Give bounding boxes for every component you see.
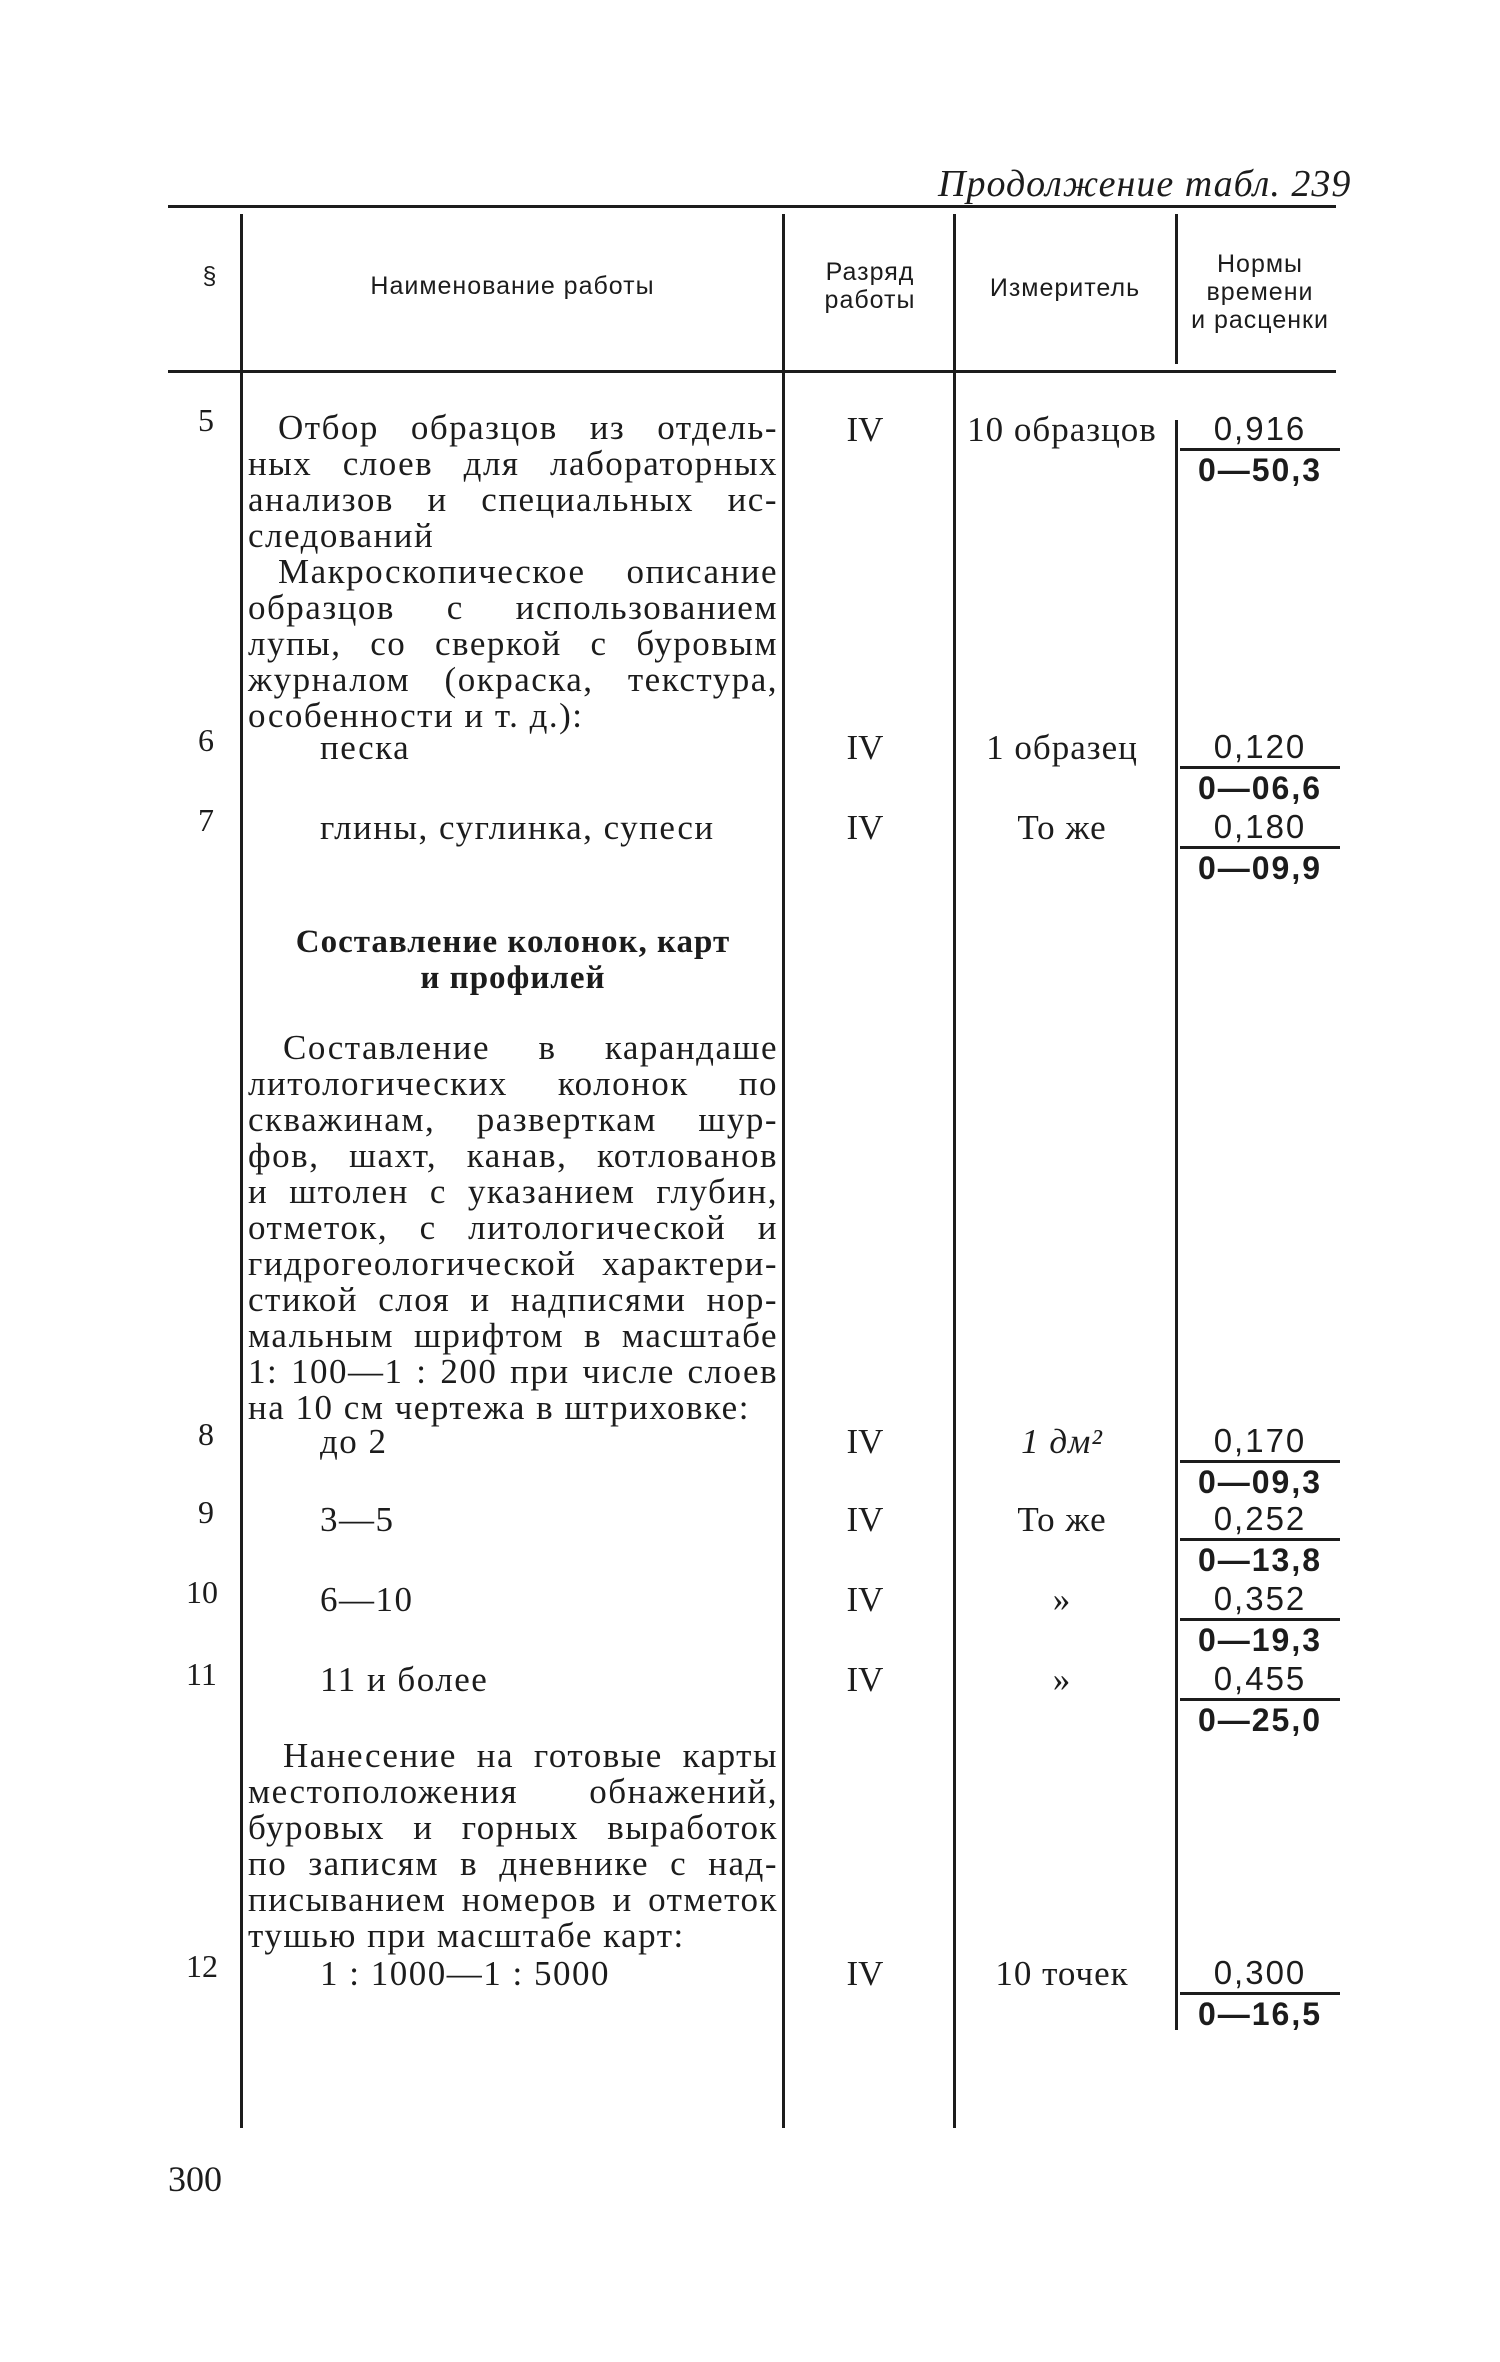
grade-value: IV — [846, 1500, 884, 1539]
text-line: следований — [248, 516, 435, 555]
norm-time: 0,916 — [1213, 410, 1307, 447]
row-number: 8 — [198, 1416, 214, 1452]
norm-cell — [1180, 728, 1340, 807]
item-label: глины, суглинка, супеси — [320, 808, 715, 847]
norm-cell — [1180, 1422, 1340, 1501]
header-norms-line3: и расценки — [1191, 306, 1329, 334]
text-line: отметок, с литологической и — [248, 1208, 778, 1247]
norm-price: 0—06,6 — [1180, 766, 1340, 807]
measure-value: То же — [1017, 1500, 1107, 1539]
row-number: 10 — [186, 1574, 218, 1610]
measure-value: То же — [1017, 808, 1107, 847]
row-number: 6 — [198, 722, 214, 758]
text-line: местоположения обнажений, — [248, 1772, 778, 1811]
header-norms — [1180, 250, 1340, 334]
col-divider-2 — [782, 214, 785, 2128]
text-line: журналом (окраска, текстура, — [248, 660, 778, 699]
item-label: 6—10 — [320, 1580, 414, 1619]
header-norms-line1: Нормы — [1216, 250, 1304, 278]
litho-description — [248, 1030, 778, 1426]
norm-price: 0—13,8 — [1180, 1538, 1340, 1579]
row-number: 9 — [198, 1494, 214, 1530]
norm-cell — [1180, 1660, 1340, 1739]
row-number: 7 — [198, 802, 214, 838]
norm-time: 0,252 — [1213, 1500, 1307, 1537]
text-line: особенности и т. д.): — [248, 696, 584, 735]
text-line: мальным шрифтом в масштабе — [248, 1316, 778, 1355]
section-heading-line2: и профилей — [420, 960, 606, 996]
item-label: 3—5 — [320, 1500, 395, 1539]
norm-cell — [1180, 808, 1340, 887]
norm-time: 0,300 — [1213, 1954, 1307, 1991]
text-line: и штолен с указанием глубин, — [248, 1172, 778, 1211]
grade-value: IV — [846, 410, 884, 449]
norm-price: 0—50,3 — [1180, 448, 1340, 489]
section-heading-line1: Составление колонок, карт — [295, 924, 731, 960]
page-number: 300 — [168, 2159, 222, 2199]
norm-price: 0—09,3 — [1180, 1460, 1340, 1501]
norm-cell — [1180, 1580, 1340, 1659]
norm-price: 0—09,9 — [1180, 846, 1340, 887]
row-number: 5 — [198, 402, 214, 438]
table-caption: Продолжение табл. 239 — [938, 163, 1352, 205]
table-top-rule — [168, 205, 1336, 208]
text-line: по записям в дневнике с над- — [248, 1844, 778, 1883]
text-line: Нанесение на готовые карты — [283, 1736, 778, 1775]
measure-value: 1 дм² — [1021, 1422, 1103, 1461]
text-line: ных слоев для лабораторных — [248, 444, 778, 483]
header-section: § — [202, 262, 218, 290]
norm-time: 0,352 — [1213, 1580, 1307, 1617]
grade-value: IV — [846, 1660, 884, 1699]
text-line: Отбор образцов из отдель- — [278, 408, 778, 447]
text-line: тушью при масштабе карт: — [248, 1916, 685, 1955]
col-divider-3 — [953, 214, 956, 2128]
header-grade-line2: работы — [824, 286, 916, 314]
text-line: образцов с использованием — [248, 588, 778, 627]
norm-price: 0—19,3 — [1180, 1618, 1340, 1659]
text-line: скважинам, разверткам шур- — [248, 1100, 778, 1139]
maps-description — [248, 1738, 778, 1954]
item-label: 11 и более — [320, 1660, 489, 1699]
col-divider-1 — [240, 214, 243, 2128]
norm-cell — [1180, 410, 1340, 489]
text-line: гидрогеологической характери- — [248, 1244, 778, 1283]
text-line: буровых и горных выработок — [248, 1808, 778, 1847]
header-grade-line1: Разряд — [825, 258, 915, 286]
row-number: 11 — [186, 1656, 217, 1692]
norm-cell — [1180, 1500, 1340, 1579]
text-line: 1: 100—1 : 200 при числе слоев — [248, 1352, 778, 1391]
row5-description — [248, 410, 778, 734]
norm-price: 0—25,0 — [1180, 1698, 1340, 1739]
item-label: песка — [320, 728, 411, 767]
header-grade — [795, 258, 945, 314]
col-divider-4b — [1175, 420, 1178, 2030]
text-line: стикой слоя и надписями нор- — [248, 1280, 778, 1319]
text-line: Макроскопическое описание — [278, 552, 778, 591]
item-label: до 2 — [320, 1422, 388, 1461]
row-number: 12 — [186, 1948, 218, 1984]
grade-value: IV — [846, 728, 884, 767]
norm-price: 0—16,5 — [1180, 1992, 1340, 2033]
text-line: писыванием номеров и отметок — [248, 1880, 778, 1919]
section-heading — [248, 924, 778, 996]
measure-value: » — [1052, 1660, 1072, 1699]
text-line: фов, шахт, канав, котлованов — [248, 1136, 778, 1175]
header-norms-line2: времени — [1206, 278, 1314, 306]
measure-value: 10 точек — [995, 1954, 1129, 1993]
grade-value: IV — [846, 808, 884, 847]
norm-time: 0,120 — [1213, 728, 1307, 765]
measure-value: » — [1052, 1580, 1072, 1619]
grade-value: IV — [846, 1422, 884, 1461]
measure-value: 10 образцов — [967, 410, 1157, 449]
header-measure: Измеритель — [989, 274, 1141, 302]
item-label: 1 : 1000—1 : 5000 — [320, 1954, 610, 1993]
header-name: Наименование работы — [370, 272, 655, 300]
text-line: лупы, со сверкой с буровым — [248, 624, 778, 663]
text-line: Составление в карандаше — [283, 1028, 778, 1067]
measure-value: 1 образец — [986, 728, 1138, 767]
text-line: на 10 см чертежа в штриховке: — [248, 1388, 750, 1427]
norm-time: 0,170 — [1213, 1422, 1307, 1459]
text-line: литологических колонок по — [248, 1064, 778, 1103]
norm-cell — [1180, 1954, 1340, 2033]
norm-time: 0,180 — [1213, 808, 1307, 845]
text-line: анализов и специальных ис- — [248, 480, 778, 519]
col-divider-4 — [1175, 214, 1178, 364]
grade-value: IV — [846, 1580, 884, 1619]
norm-time: 0,455 — [1213, 1660, 1307, 1697]
header-bottom-rule — [168, 370, 1336, 373]
grade-value: IV — [846, 1954, 884, 1993]
